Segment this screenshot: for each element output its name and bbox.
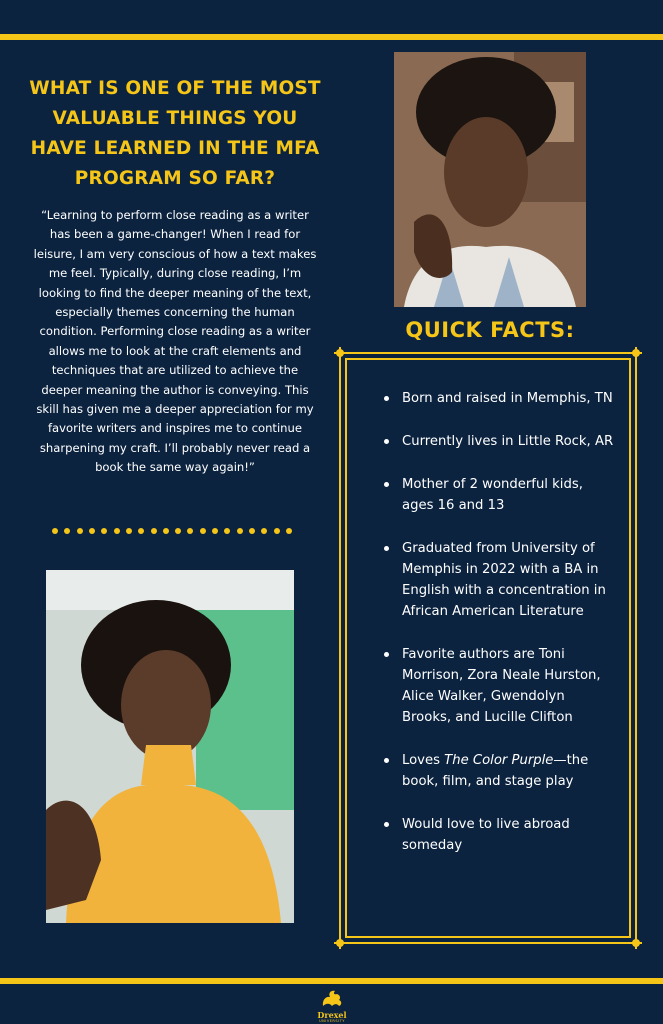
bottom-gold-bar — [0, 978, 663, 984]
logo-wordmark: Drexel — [317, 1010, 347, 1020]
fact-item: Favorite authors are Toni Morrison, Zora Neale Hurston, Alice Walker, Gwendolyn Brooks, and Lucille Clifton — [384, 644, 616, 728]
fact-item: Would love to live abroad someday — [384, 814, 616, 856]
question-heading: WHAT IS ONE OF THE MOST VALUABLE THINGS YOU HAVE LEARNED IN THE MFA PROGRAM SO FAR? — [29, 78, 321, 189]
dotted-divider — [52, 527, 292, 535]
dragon-icon — [320, 988, 344, 1008]
quote-text: “Learning to perform close reading as a writer has been a game-changer! When I read for leisure, I am very conscious of how a text makes me feel. Typically, during close reading, I’m looking to find the deeper meaning of the text, especially themes concerning the human condition. Performing close reading as a writer allows me to look at the craft elements and techniques that are utilized to achieve the deeper meaning the author is conveying. This skill has given me a deeper appreciation for my favorite writers and inspires me to continue sharpening my craft. I’ll probably never read a book the same way again!” — [33, 208, 317, 475]
fact-item: Born and raised in Memphis, TN — [384, 388, 616, 409]
logo-subtext: UNIVERSITY — [319, 1019, 345, 1023]
fact-suffix: —the book, film, and stage play — [402, 753, 589, 789]
book-title: The Color Purple — [444, 753, 554, 768]
fact-item: Mother of 2 wonderful kids, ages 16 and 13 — [384, 474, 616, 516]
fact-item: Currently lives in Little Rock, AR — [384, 431, 616, 452]
fact-prefix: Loves — [402, 753, 445, 768]
quick-facts-title: QUICK FACTS: — [405, 318, 575, 342]
quick-facts-list — [384, 388, 616, 878]
top-gold-bar — [0, 34, 663, 40]
fact-item: Graduated from University of Memphis in 2022 with a BA in English with a concentration in African American Literature — [384, 538, 616, 622]
portrait-photo-bottom — [46, 570, 294, 923]
fact-item — [384, 750, 616, 792]
portrait-photo-top — [394, 52, 586, 307]
drexel-logo — [309, 988, 355, 1022]
